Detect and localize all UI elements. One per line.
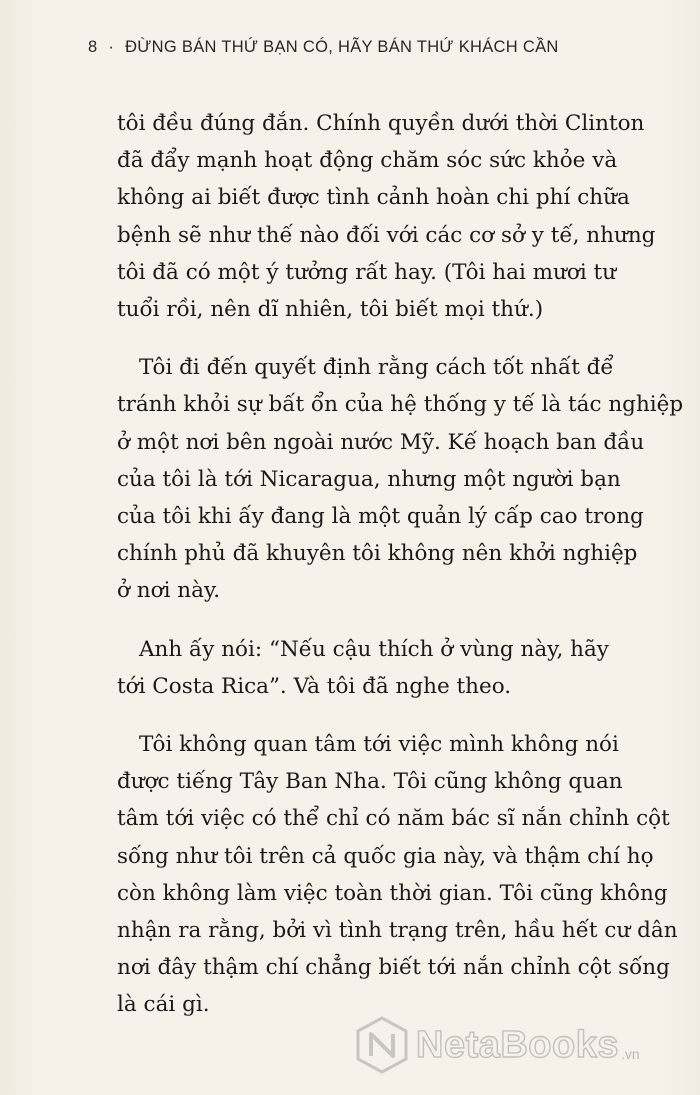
paragraph-1: [117, 105, 656, 328]
text-line: tôi đã có một ý tưởng rất hay. (Tôi hai mươi tư: [117, 259, 617, 285]
text-line: nơi đây thậm chí chẳng biết tới nắn chỉnh cột sống: [117, 955, 670, 981]
text-line: bệnh sẽ như thế nào đối với các cơ sở y tế, nhưng: [117, 222, 656, 248]
text-line: của tôi khi ấy đang là một quản lý cấp cao trong: [117, 504, 644, 530]
text-line: đã đẩy mạnh hoạt động chăm sóc sức khỏe và: [117, 148, 618, 174]
text-line: là cái gì.: [117, 992, 210, 1018]
chapter-title: ĐỪNG BÁN THỨ BẠN CÓ, HÃY BÁN THỨ KHÁCH CẦN: [125, 38, 559, 56]
text-line: Anh ấy nói: “Nếu cậu thích ở vùng này, hãy: [139, 636, 609, 662]
text-line: sống như tôi trên cả quốc gia này, và thậm chí họ: [117, 843, 654, 869]
text-line: Tôi đi đến quyết định rằng cách tốt nhất để: [139, 355, 614, 381]
text-line: còn không làm việc toàn thời gian. Tôi cũng không: [117, 880, 668, 906]
text-line: tới Costa Rica”. Và tôi đã nghe theo.: [117, 673, 512, 699]
text-line: tránh khỏi sự bất ổn của hệ thống y tế là tác nghiệp: [117, 392, 684, 418]
watermark-brand: NetaBooks: [416, 1023, 619, 1066]
text-line: chính phủ đã khuyên tôi không nên khởi nghiệp: [117, 541, 638, 567]
watermark-tld: .vn: [621, 1046, 640, 1062]
text-line: tuổi rồi, nên dĩ nhiên, tôi biết mọi thứ.): [117, 297, 544, 323]
text-line: ở một nơi bên ngoài nước Mỹ. Kế hoạch ban đầu: [117, 429, 645, 455]
text-line: nhận ra rằng, bởi vì tình trạng trên, hầu hết cư dân: [117, 918, 678, 944]
text-line: tâm tới việc có thể chỉ có năm bác sĩ nắn chỉnh cột: [117, 806, 670, 832]
running-header: [88, 38, 559, 57]
body-text: [117, 105, 684, 1045]
text-line: không ai biết được tình cảnh hoàn chi phí chữa: [117, 185, 630, 211]
header-separator: ·: [108, 38, 115, 56]
paragraph-2: [117, 349, 684, 609]
text-line: của tôi là tới Nicaragua, nhưng một người bạn: [117, 466, 621, 492]
text-line: tôi đều đúng đắn. Chính quyền dưới thời Clinton: [117, 111, 645, 136]
netabooks-logo-icon: [356, 1016, 408, 1074]
text-line: được tiếng Tây Ban Nha. Tôi cũng không quan: [117, 769, 623, 795]
page-number: 8: [88, 38, 98, 56]
text-line: ở nơi này.: [117, 578, 221, 604]
paragraph-3: [117, 631, 637, 705]
watermark: [356, 1010, 640, 1080]
text-line: Tôi không quan tâm tới việc mình không nói: [139, 732, 619, 758]
paragraph-4: [117, 726, 678, 1024]
